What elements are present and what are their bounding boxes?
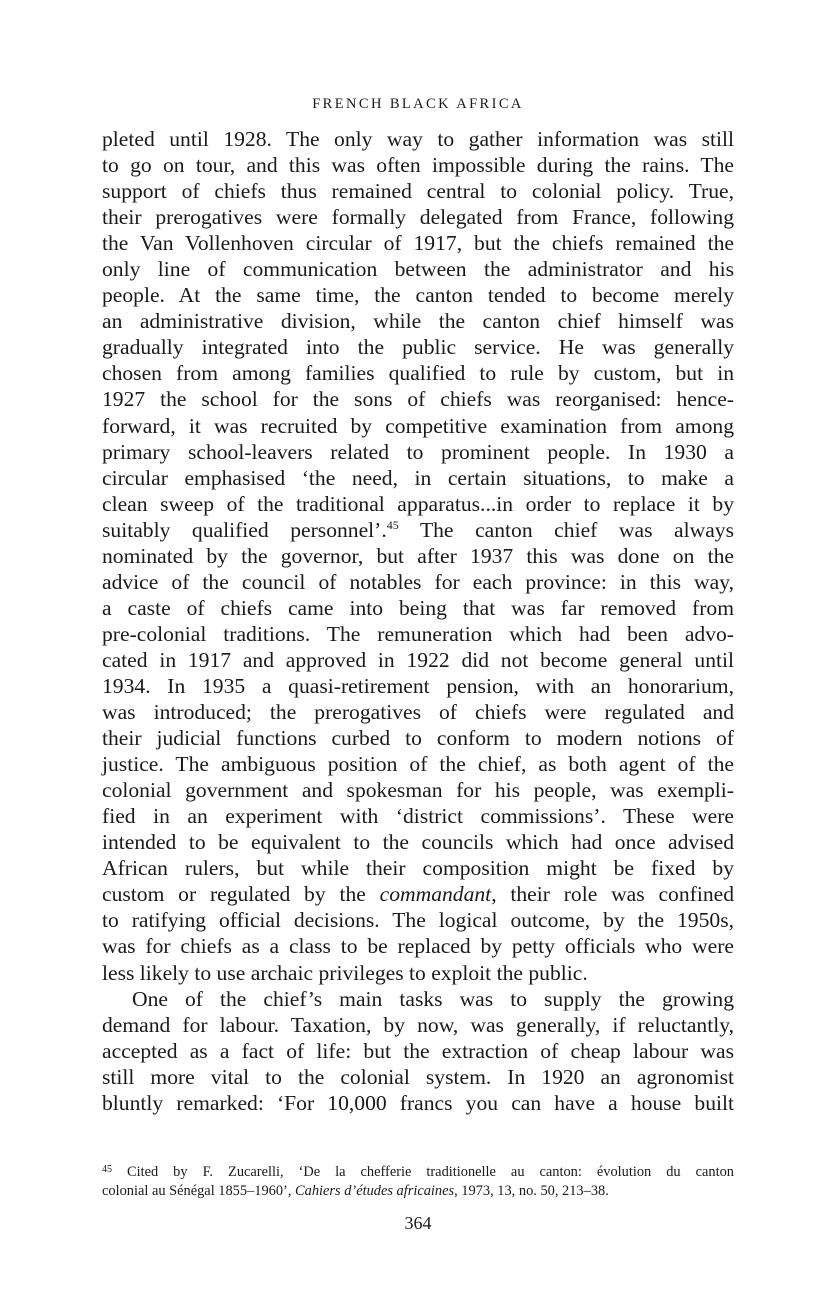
text-line: the Van Vollenhoven circular of 1917, but the chiefs remained the — [102, 231, 734, 256]
text-segment: custom or regulated by the — [102, 882, 380, 907]
footnote-reference: 45 — [386, 517, 399, 532]
text-line: fied in an experiment with ‘district commissions’. These were — [102, 804, 734, 829]
text-line: their prerogatives were formally delegated from France, following — [102, 205, 734, 230]
text-segment: Cited by F. Zucarelli, ‘De la chefferie traditionelle au canton: évolution du canton — [112, 1164, 734, 1180]
italic-term: commandant — [379, 882, 492, 907]
page-number: 364 — [404, 1213, 432, 1233]
text-line: forward, it was recruited by competitive examination from among — [102, 413, 734, 438]
footnote-line — [102, 1163, 734, 1182]
text-line: a caste of chiefs came into being that was far removed from — [102, 595, 734, 620]
text-line: justice. The ambiguous position of the chief, as both agent of the — [102, 752, 734, 777]
text-line: primary school-leavers related to prominent people. In 1930 a — [102, 439, 734, 464]
text-line: cated in 1917 and approved in 1922 did not become general until — [102, 647, 734, 672]
text-line: African rulers, but while their composition might be fixed by — [102, 856, 734, 881]
text-line: support of chiefs thus remained central to colonial policy. True, — [102, 179, 734, 204]
text-line-with-footnote-ref — [102, 517, 734, 543]
text-line: gradually integrated into the public service. He was generally — [102, 335, 734, 360]
text-line: less likely to use archaic privileges to exploit the public. — [102, 960, 588, 985]
text-line: advice of the council of notables for each province: in this way, — [102, 569, 734, 594]
footnote-line — [102, 1182, 734, 1201]
text-line: pre-colonial traditions. The remuneration which had been advo- — [102, 621, 734, 646]
text-line: bluntly remarked: ‘For 10,000 francs you can have a house built — [102, 1090, 734, 1115]
text-line: 1934. In 1935 a quasi-retirement pension, with an honorarium, — [102, 673, 734, 698]
text-line: was for chiefs as a class to be replaced by petty officials who were — [102, 934, 734, 959]
text-line: an administrative division, while the canton chief himself was — [102, 309, 734, 334]
text-line: still more vital to the colonial system. In 1920 an agronomist — [102, 1064, 734, 1089]
journal-title: Cahiers d’études africaines — [295, 1182, 455, 1199]
text-line: demand for labour. Taxation, by now, was generally, if reluctantly, — [102, 1012, 734, 1037]
text-line: pleted until 1928. The only way to gather information was still — [102, 127, 734, 151]
text-segment: suitably qualified personnel’. — [102, 517, 387, 542]
text-line: people. At the same time, the canton tended to become merely — [102, 283, 734, 308]
text-line: intended to be equivalent to the councils which had once advised — [102, 830, 734, 855]
text-line: nominated by the governor, but after 1937 this was done on the — [102, 543, 734, 568]
footnote-number: 45 — [102, 1164, 112, 1175]
text-line: circular emphasised ‘the need, in certain situations, to make a — [102, 465, 734, 490]
footnote — [102, 1163, 734, 1200]
text-line: 1927 the school for the sons of chiefs was reorganised: hence- — [102, 387, 734, 412]
body-text — [102, 126, 734, 1116]
text-line: chosen from among families qualified to rule by custom, but in — [102, 361, 734, 386]
text-line: to go on tour, and this was often impossible during the rains. The — [102, 153, 734, 178]
text-line: colonial government and spokesman for his people, was exempli- — [102, 778, 734, 803]
text-line-with-italic — [102, 881, 734, 907]
text-segment: , their role was confined — [491, 882, 735, 907]
text-line: their judicial functions curbed to conform to modern notions of — [102, 726, 734, 751]
text-line: only line of communication between the administrator and his — [102, 257, 734, 282]
text-segment: The canton chief was always — [398, 517, 734, 542]
text-line: clean sweep of the traditional apparatus...in order to replace it by — [102, 491, 734, 516]
text-segment: colonial au Sénégal 1855–1960’, — [102, 1182, 296, 1199]
paragraph-first-line: One of the chief’s main tasks was to supply the growing — [132, 986, 734, 1011]
text-line: to ratifying official decisions. The logical outcome, by the 1950s, — [102, 908, 734, 933]
text-line: was introduced; the prerogatives of chiefs were regulated and — [102, 700, 734, 725]
running-head: FRENCH BLACK AFRICA — [312, 96, 524, 112]
text-segment: , 1973, 13, no. 50, 213–38. — [454, 1182, 609, 1199]
text-line: accepted as a fact of life: but the extraction of cheap labour was — [102, 1038, 734, 1063]
